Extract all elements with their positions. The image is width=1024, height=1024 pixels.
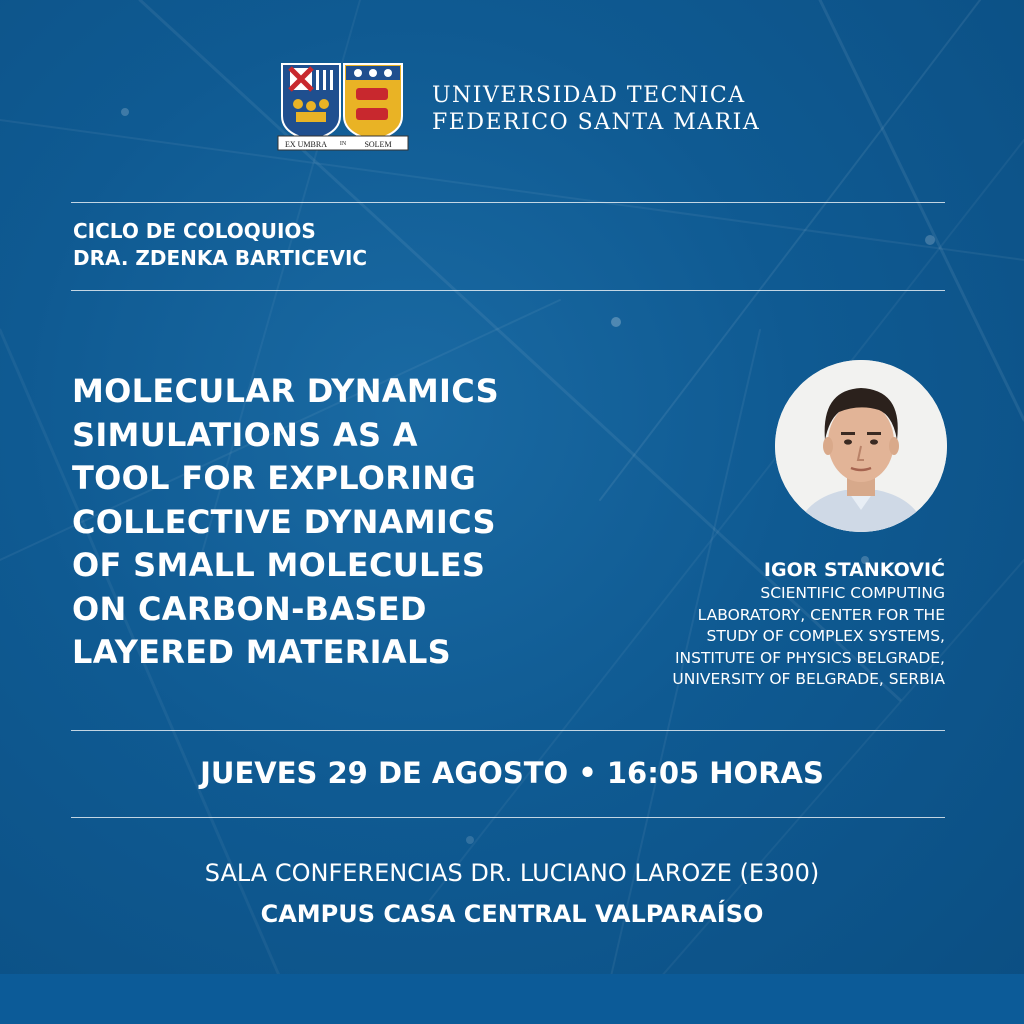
affiliation-line: SCIENTIFIC COMPUTING — [760, 584, 945, 602]
affiliation-line: INSTITUTE OF PHYSICS BELGRADE, — [674, 648, 945, 667]
series-honoree: DRA. ZDENKA BARTICEVIC — [73, 246, 368, 270]
university-crest-icon — [276, 58, 410, 154]
university-name-line1: UNIVERSIDAD TECNICA — [432, 83, 746, 108]
university-name — [432, 82, 760, 136]
motto-right: SOLEM — [364, 140, 392, 149]
event-campus: CAMPUS CASA CENTRAL VALPARAÍSO — [260, 900, 764, 928]
footer-band — [0, 974, 1024, 1024]
speaker-affiliation — [672, 583, 945, 691]
event-date-time: JUEVES 29 DE AGOSTO • 16:05 HORAS — [200, 756, 824, 790]
affiliation-line: STUDY OF COMPLEX SYSTEMS, — [706, 627, 945, 645]
divider-date-top — [71, 730, 945, 731]
talk-title — [72, 370, 572, 675]
talk-title-line: MOLECULAR DYNAMICS — [72, 372, 499, 410]
divider-top — [71, 202, 945, 203]
motto-middle: IN — [339, 141, 347, 147]
talk-title-line: OF SMALL MOLECULES — [72, 546, 486, 584]
affiliation-line: UNIVERSITY OF BELGRADE, SERBIA — [672, 670, 945, 688]
event-venue: SALA CONFERENCIAS DR. LUCIANO LAROZE (E300) — [204, 859, 820, 887]
talk-title-line: ON CARBON-BASED — [72, 589, 427, 628]
talk-title-line: COLLECTIVE DYNAMICS — [72, 502, 496, 541]
divider-date-bottom — [71, 817, 945, 818]
university-name-line2: FEDERICO SANTA MARIA — [432, 110, 761, 135]
speaker-name: IGOR STANKOVIĆ — [763, 559, 945, 581]
divider-series — [71, 290, 945, 291]
affiliation-line: LABORATORY, CENTER FOR THE — [697, 605, 945, 624]
talk-title-line: SIMULATIONS AS A — [72, 415, 418, 454]
series-name: CICLO DE COLOQUIOS — [73, 219, 316, 243]
talk-title-line: LAYERED MATERIALS — [72, 633, 451, 671]
motto-left: EX UMBRA — [284, 140, 328, 149]
speaker-info — [672, 557, 945, 691]
speaker-portrait — [775, 360, 947, 532]
colloquium-series — [73, 218, 367, 272]
talk-title-line: TOOL FOR EXPLORING — [72, 459, 477, 497]
